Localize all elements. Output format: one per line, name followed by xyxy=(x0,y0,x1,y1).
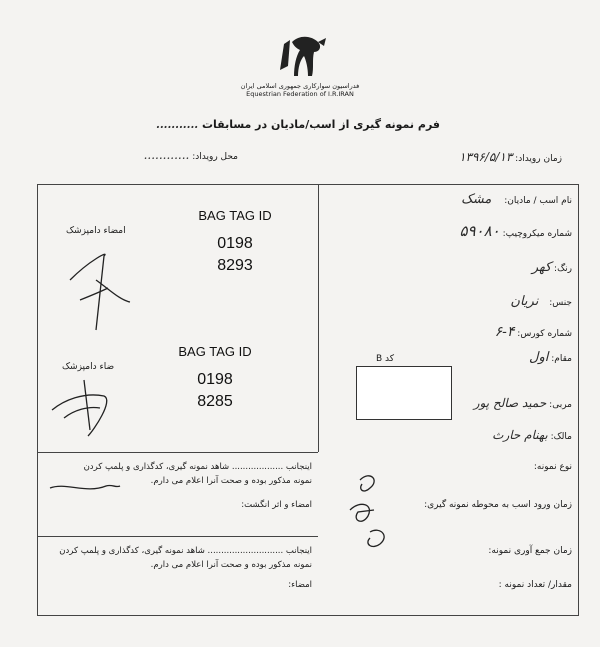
witness-1-sign-label: امضاء و اثر انگشت: xyxy=(241,500,312,510)
sample-handwriting xyxy=(340,470,410,560)
color-label: رنگ: xyxy=(554,264,572,274)
witness-2-line1: اینجانب ............................ شاهد نمونه گیری، کدگذاری و پلمپ کردن xyxy=(59,546,312,556)
horse-name-label: نام اسب / مادیان: xyxy=(504,196,572,206)
form-title-text: فرم نمونه گیری از اسب/مادیان در مسابقات xyxy=(201,118,440,131)
horse-name-value: مشک xyxy=(461,192,492,207)
microchip-label: شماره میکروچیپ: xyxy=(502,229,572,239)
witness-2-text xyxy=(42,544,312,572)
horse-name-row xyxy=(322,192,572,207)
bag-tag-1 xyxy=(180,208,290,277)
vet-signature-label-1: امضاء دامپزشک xyxy=(66,226,126,236)
witness-1-line1: اینجانب ................... شاهد نمونه گیری، کدگذاری و پلمپ کردن xyxy=(83,462,312,472)
trainer-value: حمید صالح پور xyxy=(473,396,547,410)
entry-time-label: زمان ورود اسب به محوطه نمونه گیری: xyxy=(424,500,572,510)
bag-tag-2 xyxy=(160,344,270,413)
witness-2-line2: نمونه مذکور بوده و صحت آنرا اعلام می دارم. xyxy=(150,560,312,570)
event-date xyxy=(459,150,562,164)
column-divider xyxy=(318,184,319,452)
witness-1-signature xyxy=(46,478,126,498)
rank-row xyxy=(322,350,572,365)
event-date-value: ۱۳۹۶/۵/۱۳ xyxy=(459,150,513,164)
owner-value: بهنام حارث xyxy=(492,428,548,442)
barcode-box xyxy=(356,366,452,420)
event-place-label: محل رویداد: xyxy=(192,152,238,162)
amount-label: مقدار/ تعداد نمونه : xyxy=(498,580,572,590)
bag-tag-2-line2: 8285 xyxy=(197,393,233,410)
sample-type-label: نوع نمونه: xyxy=(533,462,572,472)
bag-tag-1-line1: 0198 xyxy=(217,235,253,252)
race-no-value: ۴-۶ xyxy=(494,324,515,340)
federation-logo xyxy=(268,30,340,82)
owner-row xyxy=(322,428,572,442)
witness-divider xyxy=(37,536,318,537)
barcode-label: کد B xyxy=(376,354,395,364)
form-title-handwritten: ........... xyxy=(155,118,199,131)
bag-tag-1-line2: 8293 xyxy=(217,257,253,274)
event-place xyxy=(66,148,238,162)
form-title xyxy=(130,118,466,131)
witness-2-sign-label: امضاء: xyxy=(288,580,312,590)
vet-signature-2 xyxy=(44,370,154,450)
event-place-value: ............ xyxy=(143,148,190,162)
witness-1-line2: نمونه مذکور بوده و صحت آنرا اعلام می دارم. xyxy=(150,476,312,486)
gender-label: جنس: xyxy=(549,298,572,308)
trainer-label: مربی: xyxy=(549,400,572,410)
federation-name-en: Equestrian Federation of I.R.IRAN xyxy=(246,90,354,98)
color-value: کهر xyxy=(531,260,552,275)
microchip-value: ۵۹۰۸۰ xyxy=(459,222,500,240)
race-no-label: شماره کورس: xyxy=(517,329,572,339)
bag-tag-1-title: BAG TAG ID xyxy=(198,208,272,223)
gender-value: نریان xyxy=(510,294,539,309)
race-no-row xyxy=(322,324,572,340)
witness-top-rule xyxy=(37,452,318,453)
rank-label: مقام: xyxy=(551,354,572,364)
vet-signature-label-2: ضاء دامپزشک xyxy=(62,362,115,372)
federation-name-fa: فدراسیون سوارکاری جمهوری اسلامی ایران xyxy=(240,82,360,90)
color-row xyxy=(322,260,572,275)
owner-label: مالک: xyxy=(550,432,572,442)
collect-time-label: زمان جمع آوری نمونه: xyxy=(488,546,572,556)
bag-tag-2-title: BAG TAG ID xyxy=(178,344,252,359)
bag-tag-2-line1: 0198 xyxy=(197,371,233,388)
federation-name xyxy=(212,82,388,98)
event-date-label: زمان رویداد: xyxy=(515,154,562,164)
rank-value: اول xyxy=(529,350,549,365)
gender-row xyxy=(322,294,572,309)
microchip-row xyxy=(322,222,572,240)
vet-signature-1 xyxy=(60,240,160,340)
